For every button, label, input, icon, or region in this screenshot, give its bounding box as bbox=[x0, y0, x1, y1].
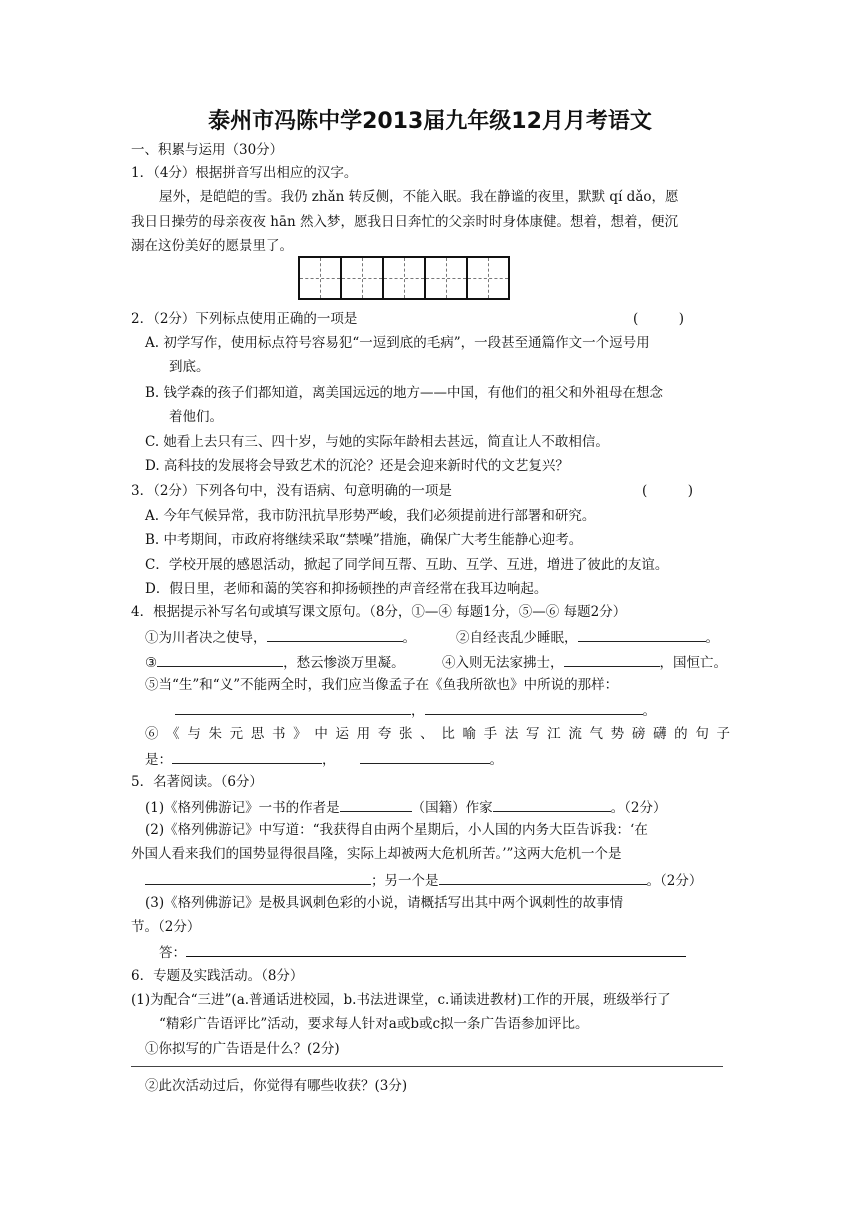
option-d: D．假日里，老师和蔼的笑容和抑扬顿挫的声音经常在我耳边响起。 bbox=[145, 581, 548, 597]
fill-item-1 bbox=[145, 626, 416, 648]
fill-item-5-end: 。 bbox=[642, 703, 656, 719]
grid-cell[interactable] bbox=[468, 258, 508, 298]
q5-line-4-end: 。（2分） bbox=[646, 873, 703, 889]
question-2-stem: 2．（2分）下列标点使用正确的一项是 bbox=[131, 311, 358, 327]
grid-cell[interactable] bbox=[342, 258, 384, 298]
option-a: A. 初学写作，使用标点符号容易犯“一逗到底的毛病”，一段甚至通篇作文一个逗号用 bbox=[145, 335, 650, 351]
fill-blank[interactable] bbox=[267, 626, 403, 642]
option-b: B. 钱学森的孩子们都知道，离美国远远的地方——中国，有他们的祖父和外祖母在想念 bbox=[145, 385, 664, 401]
option-b-cont: 着他们。 bbox=[169, 409, 223, 425]
answer-rule[interactable] bbox=[131, 1066, 723, 1067]
fill-blank[interactable] bbox=[564, 651, 660, 667]
fill-item-6-end: 。 bbox=[489, 752, 503, 768]
q5-line-1 bbox=[145, 796, 666, 818]
q5-line-2: (2)《格列佛游记》中写道：“我获得自由两个星期后，小人国的内务大臣告诉我：‘在 bbox=[145, 822, 648, 838]
fill-blank[interactable] bbox=[145, 869, 371, 885]
answer-blank[interactable] bbox=[186, 941, 686, 957]
fill-blank[interactable] bbox=[439, 869, 647, 885]
fill-blank[interactable] bbox=[157, 651, 283, 667]
option-a: A. 今年气候异常，我市防汛抗旱形势严峻，我们必须提前进行部署和研究。 bbox=[145, 508, 596, 524]
fill-item-4-end: ，国恒亡。 bbox=[659, 655, 727, 671]
fill-item-5-sep: ， bbox=[411, 703, 425, 719]
q5-line-5: (3)《格列佛游记》是极具讽刺色彩的小说，请概括写出其中两个讽刺性的故事情 bbox=[145, 895, 624, 911]
fill-blank[interactable] bbox=[172, 748, 322, 764]
q5-line-1-text: (1)《格列佛游记》一书的作者是 bbox=[145, 800, 340, 816]
q5-line-1-end: 。（2分） bbox=[610, 800, 667, 816]
fill-item-4 bbox=[442, 651, 727, 673]
fill-item-2 bbox=[456, 626, 719, 648]
grid-cell[interactable] bbox=[384, 258, 426, 298]
question-5-stem: 5．名著阅读。（6分） bbox=[131, 774, 263, 790]
q6-line-2: “精彩广告语评比”活动，要求每人针对a或b或c拟一条广告语参加评比。 bbox=[159, 1016, 589, 1032]
q5-line-4 bbox=[145, 869, 702, 891]
fill-item-3 bbox=[145, 651, 405, 673]
fill-blank[interactable] bbox=[493, 796, 611, 812]
q5-line-1-mid: （国籍）作家 bbox=[411, 800, 493, 816]
question-6-stem: 6．专题及实践活动。（8分） bbox=[131, 968, 304, 984]
grid-cell[interactable] bbox=[300, 258, 342, 298]
q5-answer-line bbox=[159, 941, 686, 963]
grid-cell[interactable] bbox=[426, 258, 468, 298]
fill-item-6-lead: 是： bbox=[145, 752, 172, 768]
fill-blank[interactable] bbox=[578, 626, 706, 642]
fill-blank[interactable] bbox=[175, 699, 411, 715]
question-4-stem: 4．根据提示补写名句或填写课文原句。（8分，①—④ 每题1分，⑤—⑥ 每题2分） bbox=[131, 604, 627, 620]
fill-item-4-text: ④入则无法家拂士， bbox=[442, 655, 564, 671]
fill-item-5-blanks bbox=[175, 699, 656, 721]
answer-label: 答： bbox=[159, 945, 186, 961]
question-1-stem: 1．（4分）根据拼音写出相应的汉字。 bbox=[131, 165, 358, 181]
fill-item-2-text: ②自经丧乱少睡眠， bbox=[456, 630, 578, 646]
option-d: D. 高科技的发展将会导致艺术的沉沦？还是会迎来新时代的文艺复兴？ bbox=[145, 458, 569, 474]
question-1-passage-line: 我日日操劳的母亲夜夜 hān 然入梦，愿我日日奔忙的父亲时时身体康健。想着，想着，便沉 bbox=[131, 214, 679, 230]
question-3-stem: 3．（2分）下列各句中，没有语病、句意明确的一项是 bbox=[131, 483, 452, 499]
fill-item-6-blanks bbox=[145, 748, 503, 770]
fill-item-3-end: ，愁云惨淡万里凝。 bbox=[283, 655, 405, 671]
q5-line-6: 节。（2分） bbox=[131, 919, 201, 935]
q6-line-1: (1)为配合“三进”(a.普通话进校园，b.书法进课堂，c.诵读进教材)工作的开展，班级举行了 bbox=[131, 992, 671, 1008]
fill-item-3-text: ③ bbox=[145, 655, 158, 671]
question-1-passage-line: 溺在这份美好的愿景里了。 bbox=[131, 238, 293, 254]
fill-item-1-text: ①为川者决之使导， bbox=[145, 630, 267, 646]
fill-blank[interactable] bbox=[360, 748, 490, 764]
writing-grid[interactable] bbox=[298, 256, 510, 300]
question-1-passage-line: 屋外，是皑皑的雪。我仍 zhǎn 转反侧，不能入眠。我在静谧的夜里，默默 qí dǎo，愿 bbox=[159, 189, 679, 205]
q5-line-3: 外国人看来我们的国势显得很昌隆，实际上却被两大危机所苦。’”这两大危机一个是 bbox=[131, 846, 622, 862]
fill-item-6: ⑥《与朱元思书》中运用夸张、比喻手法写江流气势磅礴的句子 bbox=[145, 726, 730, 742]
option-c: C. 她看上去只有三、四十岁，与她的实际年龄相去甚远，简直让人不敢相信。 bbox=[145, 434, 609, 450]
fill-item-2-end: 。 bbox=[705, 630, 719, 646]
page-title: 泰州市冯陈中学2013届九年级12月月考语文 bbox=[208, 109, 652, 134]
option-a-cont: 到底。 bbox=[169, 359, 210, 375]
q6-line-4: ②此次活动过后，你觉得有哪些收获？(3分) bbox=[145, 1078, 408, 1094]
fill-blank[interactable] bbox=[425, 699, 643, 715]
fill-blank[interactable] bbox=[340, 796, 412, 812]
fill-item-6-sep: ， bbox=[322, 752, 336, 768]
section-heading: 一、积累与运用（30分） bbox=[131, 142, 284, 158]
option-c: C．学校开展的感恩活动，掀起了同学间互帮、互助、互学、互进，增进了彼此的友谊。 bbox=[145, 557, 669, 573]
fill-item-1-end: 。 bbox=[402, 630, 416, 646]
q6-line-3: ①你拟写的广告语是什么？(2分) bbox=[145, 1041, 340, 1057]
q5-line-4-mid: ；另一个是 bbox=[371, 873, 439, 889]
answer-parenthesis[interactable]: ( ) bbox=[633, 311, 685, 327]
option-b: B. 中考期间，市政府将继续采取“禁噪”措施，确保广大考生能静心迎考。 bbox=[145, 532, 583, 548]
answer-parenthesis[interactable]: ( ) bbox=[642, 483, 694, 499]
fill-item-5: ⑤当“生”和“义”不能两全时，我们应当像孟子在《鱼我所欲也》中所说的那样： bbox=[145, 677, 619, 693]
